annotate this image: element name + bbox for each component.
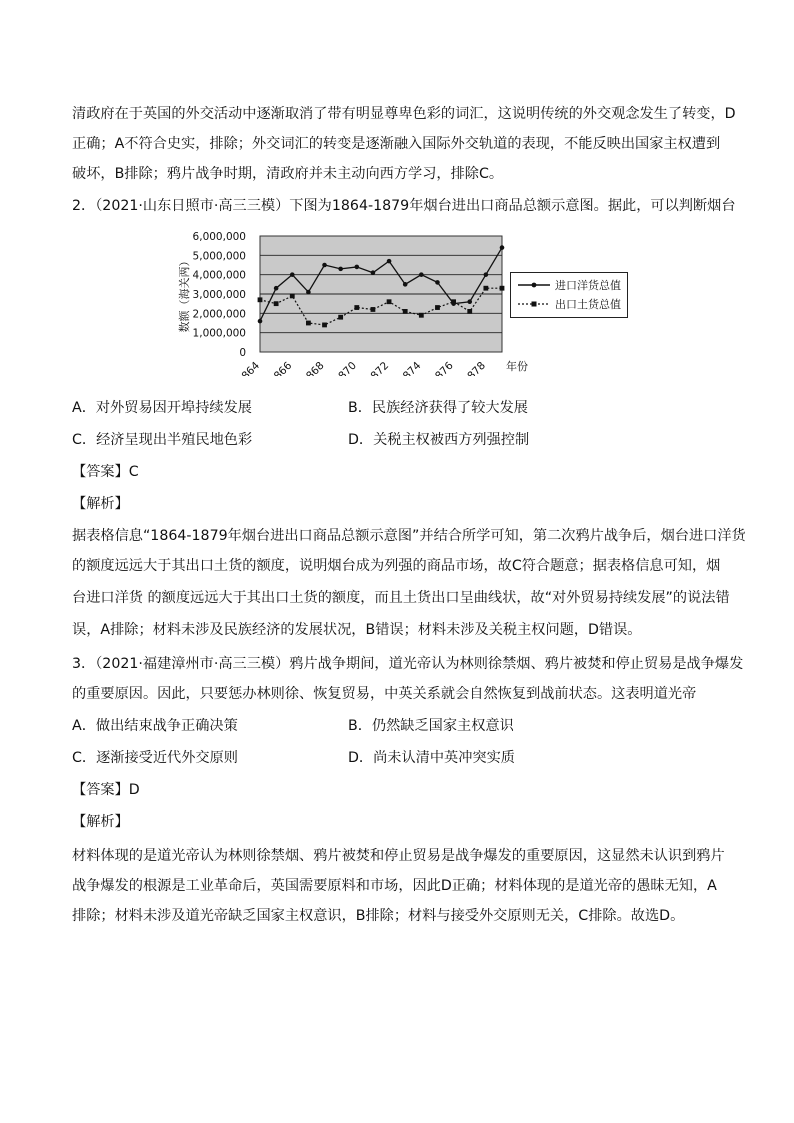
q2-analysis-line-1: 据表格信息“1864-1879年烟台进出口商品总额示意图”并结合所学可知，第二次鸦片战争后，烟台进口洋货 xyxy=(72,528,746,544)
q3-analysis-line-2: 战争爆发的根源是工业革命后，英国需要原料和市场，因此D正确；材料体现的是道光帝的愚昧无知，A xyxy=(72,878,717,894)
q2-analysis-line-2: 的额度远远大于其出口土货的额度，说明烟台成为列强的商品市场，故C符合题意；据表格信息可知，烟 xyxy=(72,558,721,574)
q2-option-b[interactable]: B．民族经济获得了较大发展 xyxy=(348,400,528,416)
y-tick-label: 3,000,000 xyxy=(192,289,246,301)
q2-analysis-title: 【解析】 xyxy=(72,496,129,512)
import-data-point xyxy=(258,319,263,324)
x-tick-label: 1874 xyxy=(396,359,424,376)
y-tick-label: 5,000,000 xyxy=(192,250,246,263)
export-data-point xyxy=(338,315,343,320)
export-data-point xyxy=(467,309,472,314)
export-data-point xyxy=(354,305,359,310)
q2-stem: 2．（2021·山东日照市·高三三模）下图为1864-1879年烟台进出口商品总额示意图。据此，可以判断烟台 xyxy=(72,198,736,214)
q2-option-a[interactable]: A．对外贸易因开埠持续发展 xyxy=(72,400,252,416)
intro-line-1: 清政府在于英国的外交活动中逐渐取消了带有明显尊卑色彩的词汇，这说明传统的外交观念发生了转变，D xyxy=(72,106,736,122)
legend-import-label: 进口洋货总值 xyxy=(555,279,621,292)
export-data-point xyxy=(500,286,505,291)
import-data-point xyxy=(355,265,360,270)
import-data-point xyxy=(322,263,327,268)
import-data-point xyxy=(467,299,472,304)
export-data-point xyxy=(290,294,295,299)
import-data-point xyxy=(500,245,505,250)
intro-line-3: 破坏，B排除；鸦片战争时期，清政府并未主动向西方学习，排除C。 xyxy=(72,166,504,182)
x-tick-label: 1866 xyxy=(266,359,295,376)
export-data-point xyxy=(306,321,311,326)
q3-stem-line-1: 3．（2021·福建漳州市·高三三模）鸦片战争期间，道光帝认为林则徐禁烟、鸦片被焚和停止贸易是战争爆发 xyxy=(72,656,744,672)
y-tick-label: 6,000,000 xyxy=(192,231,246,243)
q3-analysis-title: 【解析】 xyxy=(72,814,129,830)
legend-item-import xyxy=(517,277,621,293)
q3-analysis-line-3: 排除；材料未涉及道光帝缺乏国家主权意识，B排除；材料与接受外交原则无关，C排除。故选D。 xyxy=(72,908,685,924)
export-data-point xyxy=(419,313,424,318)
export-data-point xyxy=(258,297,263,302)
q2-answer: 【答案】C xyxy=(72,464,139,480)
import-data-point xyxy=(371,270,376,275)
export-data-point xyxy=(483,286,488,291)
y-axis-label: 数额（海关两） xyxy=(178,255,191,333)
q3-option-b[interactable]: B．仍然缺乏国家主权意识 xyxy=(348,718,514,734)
export-data-point xyxy=(435,305,440,310)
legend-import-line-icon xyxy=(517,280,551,290)
legend-export-line-icon xyxy=(517,299,551,309)
y-tick-label: 0 xyxy=(239,347,246,359)
q2-analysis-line-4: 误，A排除；材料未涉及民族经济的发展状况，B错误；材料未涉及关税主权问题，D错误。 xyxy=(72,622,642,638)
q3-option-d[interactable]: D．尚未认清中英冲突实质 xyxy=(348,750,515,766)
x-axis-label: 年份 xyxy=(506,360,528,373)
x-tick-label: 1876 xyxy=(428,359,456,376)
import-data-point xyxy=(274,286,279,291)
export-data-point xyxy=(451,299,456,304)
export-data-point xyxy=(371,307,376,312)
y-tick-label: 1,000,000 xyxy=(192,327,246,340)
q3-analysis-line-1: 材料体现的是道光帝认为林则徐禁烟、鸦片被焚和停止贸易是战争爆发的重要原因，这显然未认识到鸦片 xyxy=(72,848,725,864)
x-tick-label: 1864 xyxy=(234,359,263,376)
legend-item-export xyxy=(517,296,621,312)
export-data-point xyxy=(274,301,279,306)
import-data-point xyxy=(338,267,343,272)
x-tick-label: 1870 xyxy=(331,359,359,376)
import-data-point xyxy=(306,290,311,295)
x-tick-label: 1868 xyxy=(299,359,327,376)
q3-option-a[interactable]: A．做出结束战争正确决策 xyxy=(72,718,238,734)
x-tick-label: 1878 xyxy=(460,359,488,376)
y-tick-label: 2,000,000 xyxy=(192,308,246,321)
q2-analysis-line-3: 台进口洋货 的额度远远大于其出口土货的额度，而且土货出口呈曲线状，故“对外贸易持续发展”的说法错 xyxy=(72,590,730,606)
import-data-point xyxy=(484,272,489,277)
export-data-point xyxy=(322,323,327,328)
q3-stem-line-2: 的重要原因。因此，只要惩办林则徐、恢复贸易，中英关系就会自然恢复到战前状态。这表明道光帝 xyxy=(72,686,697,702)
import-data-point xyxy=(290,272,295,277)
trade-chart xyxy=(174,226,634,376)
import-data-point xyxy=(387,259,392,264)
x-tick-label: 1872 xyxy=(363,359,392,376)
export-data-point xyxy=(387,299,392,304)
legend-export-label: 出口土货总值 xyxy=(555,298,621,311)
import-data-point xyxy=(403,282,408,287)
q2-option-c[interactable]: C．经济呈现出半殖民地色彩 xyxy=(72,432,253,448)
chart-legend xyxy=(510,272,628,318)
y-tick-label: 4,000,000 xyxy=(192,269,246,282)
intro-line-2: 正确；A不符合史实，排除；外交词汇的转变是逐渐融入国际外交轨道的表现，不能反映出国家主权遭到 xyxy=(72,136,721,152)
export-data-point xyxy=(403,309,408,314)
q3-answer: 【答案】D xyxy=(72,782,140,798)
q3-option-c[interactable]: C．逐渐接受近代外交原则 xyxy=(72,750,238,766)
q2-option-d[interactable]: D．关税主权被西方列强控制 xyxy=(348,432,530,448)
import-data-point xyxy=(419,272,424,277)
import-data-point xyxy=(435,280,440,285)
